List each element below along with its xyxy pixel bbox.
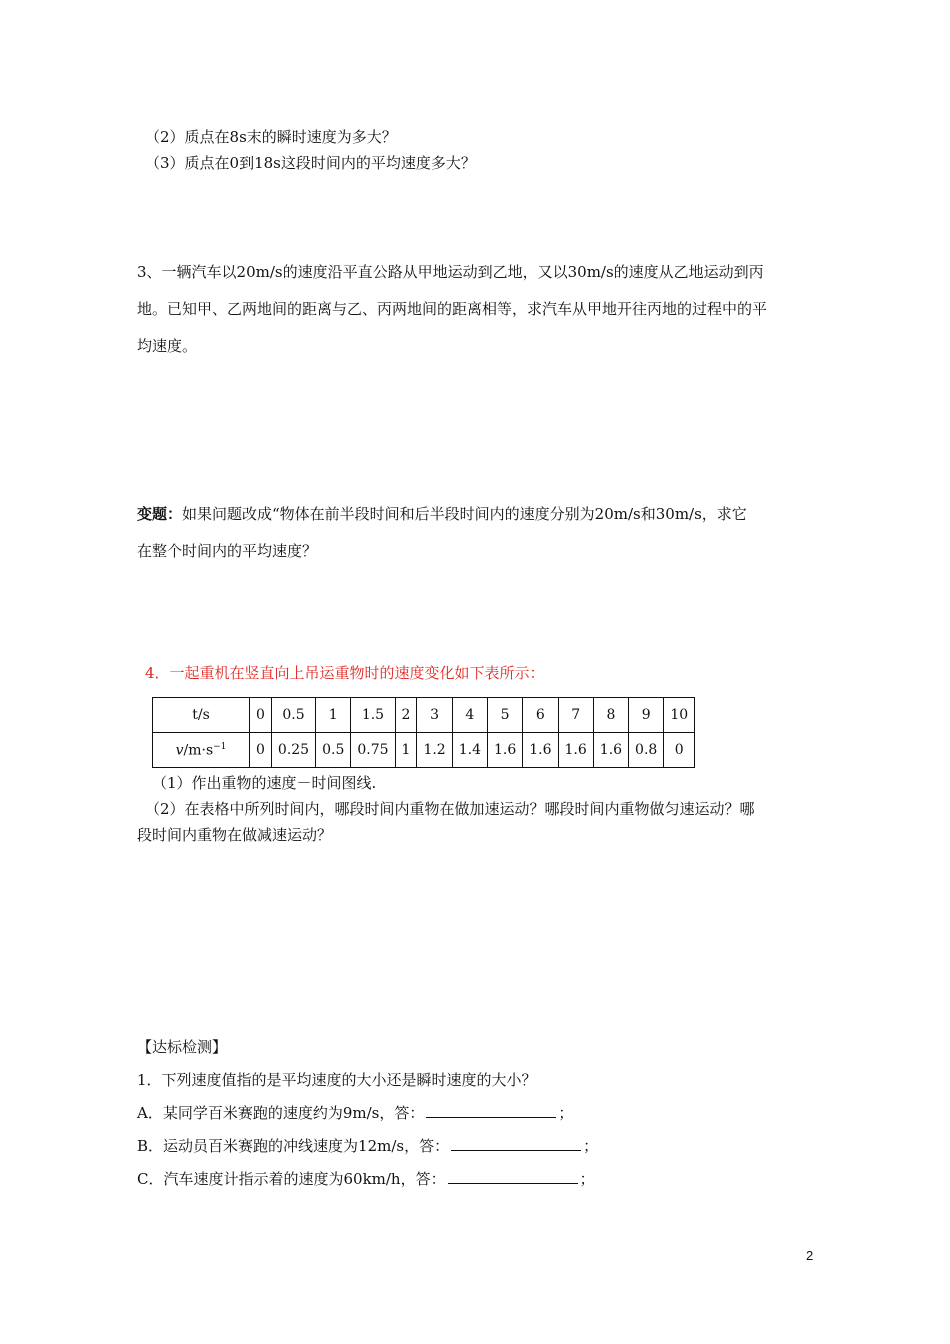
check-b-text: B．运动员百米赛跑的冲线速度为12m/s，答：	[137, 1137, 450, 1155]
page-number: 2	[806, 1248, 814, 1263]
table-cell: 0.5	[316, 733, 351, 768]
table-cell: 0.5	[271, 698, 315, 733]
table-cell: 1	[316, 698, 351, 733]
check-c	[137, 1168, 595, 1190]
answer-blank-c[interactable]	[448, 1169, 578, 1184]
q3-line1: 3、一辆汽车以20m/s的速度沿平直公路从甲地运动到乙地，又以30m/s的速度从乙地运动到丙	[137, 263, 764, 281]
velocity-unit-exponent: −1	[213, 741, 227, 752]
table-cell: 4	[452, 698, 487, 733]
table-cell: 9	[629, 698, 664, 733]
table-cell: 1.4	[452, 733, 487, 768]
table-cell: 0.8	[629, 733, 664, 768]
table-cell: 1.6	[593, 733, 628, 768]
velocity-symbol: v	[175, 742, 184, 759]
check-a-text: A．某同学百米赛跑的速度约为9m/s，答：	[137, 1104, 425, 1122]
velocity-table	[152, 697, 695, 768]
table-cell: 3	[417, 698, 452, 733]
q2-sub3: （3）质点在0到18s这段时间内的平均速度多大？	[145, 154, 476, 172]
q3-line2: 地。已知甲、乙两地间的距离与乙、丙两地间的距离相等，求汽车从甲地开往丙地的过程中的平	[137, 300, 768, 318]
answer-blank-b[interactable]	[451, 1136, 581, 1151]
table-row-time	[153, 698, 695, 733]
table-row-velocity	[153, 733, 695, 768]
answer-blank-a[interactable]	[426, 1103, 556, 1118]
table-cell: 1.6	[558, 733, 593, 768]
table-cell: 0.75	[351, 733, 395, 768]
table-cell: 0	[250, 698, 272, 733]
table-cell: 8	[593, 698, 628, 733]
check-a	[137, 1102, 573, 1124]
variant-line2: 在整个时间内的平均速度？	[137, 542, 318, 560]
table-cell: 0	[250, 733, 272, 768]
table-cell: 5	[487, 698, 522, 733]
check-c-text: C．汽车速度计指示着的速度为60km/h，答：	[137, 1170, 446, 1188]
check-b-end: ；	[583, 1137, 599, 1155]
velocity-unit: /m·s	[183, 742, 214, 759]
check-a-end: ；	[558, 1104, 574, 1122]
table-header-time: t/s	[153, 698, 250, 733]
q4-title: 4．一起重机在竖直向上吊运重物时的速度变化如下表所示：	[145, 664, 545, 682]
table-cell: 1.2	[417, 733, 452, 768]
table-cell: 1	[395, 733, 417, 768]
table-cell: 1.5	[351, 698, 395, 733]
table-cell: 0.25	[271, 733, 315, 768]
table-cell: 1.6	[487, 733, 522, 768]
check-q1: 1．下列速度值指的是平均速度的大小还是瞬时速度的大小？	[137, 1071, 537, 1089]
table-cell: 6	[523, 698, 558, 733]
table-cell: 1.6	[523, 733, 558, 768]
table-cell: 0	[664, 733, 695, 768]
q4-sub1: （1）作出重物的速度－时间图线.	[152, 774, 377, 792]
q4-sub2-line2: 段时间内重物在做减速运动？	[137, 826, 333, 844]
check-b	[137, 1135, 598, 1157]
variant-line1	[137, 503, 747, 525]
table-header-velocity	[153, 733, 250, 768]
q2-sub2: （2）质点在8s末的瞬时速度为多大？	[145, 128, 397, 146]
variant-text: 如果问题改成“物体在前半段时间和后半段时间内的速度分别为20m/s和30m/s，求它	[182, 505, 747, 523]
q3-line3: 均速度。	[137, 337, 198, 355]
variant-label: 变题：	[137, 505, 183, 523]
check-c-end: ；	[579, 1170, 595, 1188]
table-cell: 2	[395, 698, 417, 733]
table-cell: 7	[558, 698, 593, 733]
check-heading: 【达标检测】	[137, 1038, 228, 1056]
table-cell: 10	[664, 698, 695, 733]
q4-sub2-line1: （2）在表格中所列时间内，哪段时间内重物在做加速运动？哪段时间内重物做匀速运动？哪	[145, 800, 755, 818]
